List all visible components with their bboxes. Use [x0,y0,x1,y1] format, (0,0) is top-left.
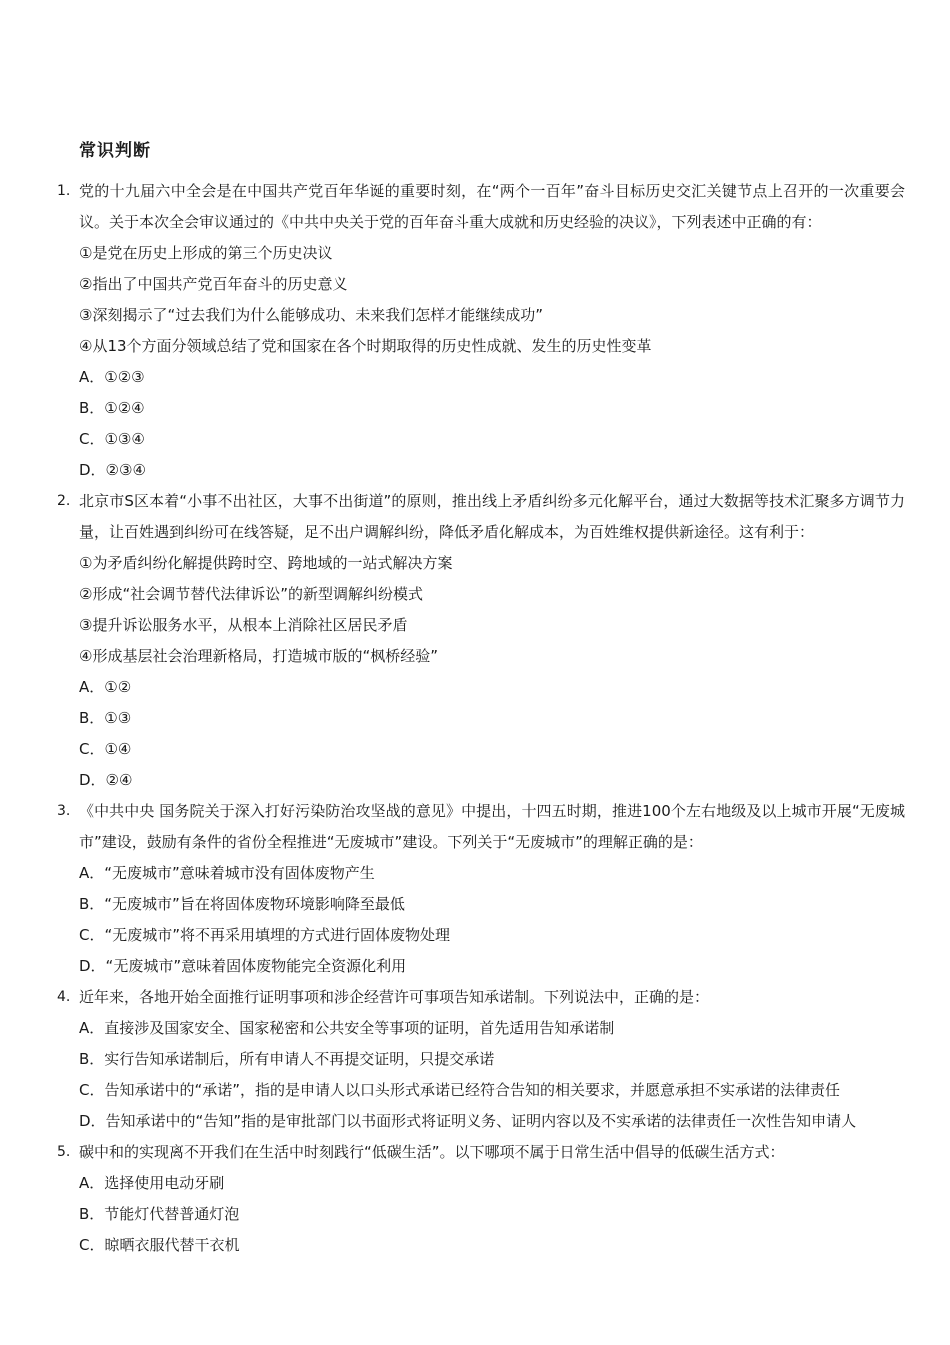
option-c[interactable]: C．告知承诺中的“承诺”，指的是申请人以口头形式承诺已经符合告知的相关要求，并愿意承担不实承诺的法律责任 [79,1081,841,1099]
statement: ③提升诉讼服务水平，从根本上消除社区居民矛盾 [79,616,408,634]
question-body [79,1137,905,1261]
question-2 [0,486,950,796]
statement: ②形成“社会调节替代法律诉讼”的新型调解纠纷模式 [79,585,423,603]
option-d[interactable]: D．②④ [79,771,133,789]
option-a[interactable]: A．①② [79,678,132,696]
option-c[interactable]: C．“无废城市”将不再采用填埋的方式进行固体废物处理 [79,926,451,944]
option-a[interactable]: A．选择使用电动牙刷 [79,1174,225,1192]
option-a[interactable]: A．直接涉及国家安全、国家秘密和公共安全等事项的证明，首先适用告知承诺制 [79,1019,615,1037]
question-number: 2. [57,493,71,509]
question-body [79,796,905,982]
statement: ①是党在历史上形成的第三个历史决议 [79,244,333,262]
question-list [0,176,950,1261]
option-b[interactable]: B．实行告知承诺制后，所有申请人不再提交证明，只提交承诺 [79,1050,495,1068]
statement: ③深刻揭示了“过去我们为什么能够成功、未来我们怎样才能继续成功” [79,306,543,324]
option-a[interactable]: A．“无废城市”意味着城市没有固体废物产生 [79,864,375,882]
statement: ②指出了中国共产党百年奋斗的历史意义 [79,275,348,293]
option-b[interactable]: B．①③ [79,709,132,727]
question-body [79,486,905,796]
question-stem: 党的十九届六中全会是在中国共产党百年华诞的重要时刻，在“两个一百年”奋斗目标历史交汇关键节点上召开的一次重要会议。关于本次全会审议通过的《中共中央关于党的百年奋斗重大成就和历史经验的决议》，下列表述中正确的有： [79,182,905,231]
option-c[interactable]: C．晾晒衣服代替干衣机 [79,1236,240,1254]
option-b[interactable]: B．①②④ [79,399,145,417]
question-stem: 《中共中央 国务院关于深入打好污染防治攻坚战的意见》中提出，十四五时期，推进100个左右地级及以上城市开展“无废城市”建设，鼓励有条件的省份全程推进“无废城市”建设。下列关于“无废城市”的理解正确的是： [79,802,905,851]
statement: ④形成基层社会治理新格局，打造城市版的“枫桥经验” [79,647,438,665]
option-d[interactable]: D．②③④ [79,461,146,479]
question-number: 1. [57,183,71,199]
option-d[interactable]: D．告知承诺中的“告知”指的是审批部门以书面形式将证明义务、证明内容以及不实承诺的法律责任一次性告知申请人 [79,1112,857,1130]
question-4 [0,982,950,1137]
question-body [79,982,905,1137]
question-number: 5. [57,1144,71,1160]
question-number: 4. [57,989,71,1005]
question-5 [0,1137,950,1261]
question-3 [0,796,950,982]
option-a[interactable]: A．①②③ [79,368,145,386]
option-b[interactable]: B．节能灯代替普通灯泡 [79,1205,240,1223]
statement: ①为矛盾纠纷化解提供跨时空、跨地域的一站式解决方案 [79,554,453,572]
question-1 [0,176,950,486]
question-number: 3. [57,803,71,819]
option-d[interactable]: D．“无废城市”意味着固体废物能完全资源化利用 [79,957,407,975]
question-body [79,176,905,486]
section-title: 常识判断 [79,141,151,161]
option-b[interactable]: B．“无废城市”旨在将固体废物环境影响降至最低 [79,895,405,913]
statement: ④从13个方面分领域总结了党和国家在各个时期取得的历史性成就、发生的历史性变革 [79,337,652,355]
question-stem: 碳中和的实现离不开我们在生活中时刻践行“低碳生活”。以下哪项不属于日常生活中倡导的低碳生活方式： [79,1143,785,1161]
option-c[interactable]: C．①③④ [79,430,145,448]
option-c[interactable]: C．①④ [79,740,132,758]
question-stem: 北京市S区本着“小事不出社区，大事不出街道”的原则，推出线上矛盾纠纷多元化解平台，通过大数据等技术汇聚多方调节力量，让百姓遇到纠纷可在线答疑，足不出户调解纠纷，降低矛盾化解成本，为百姓维权提供新途径。这有利于： [79,492,905,541]
question-stem: 近年来，各地开始全面推行证明事项和涉企经营许可事项告知承诺制。下列说法中，正确的是： [79,988,710,1006]
